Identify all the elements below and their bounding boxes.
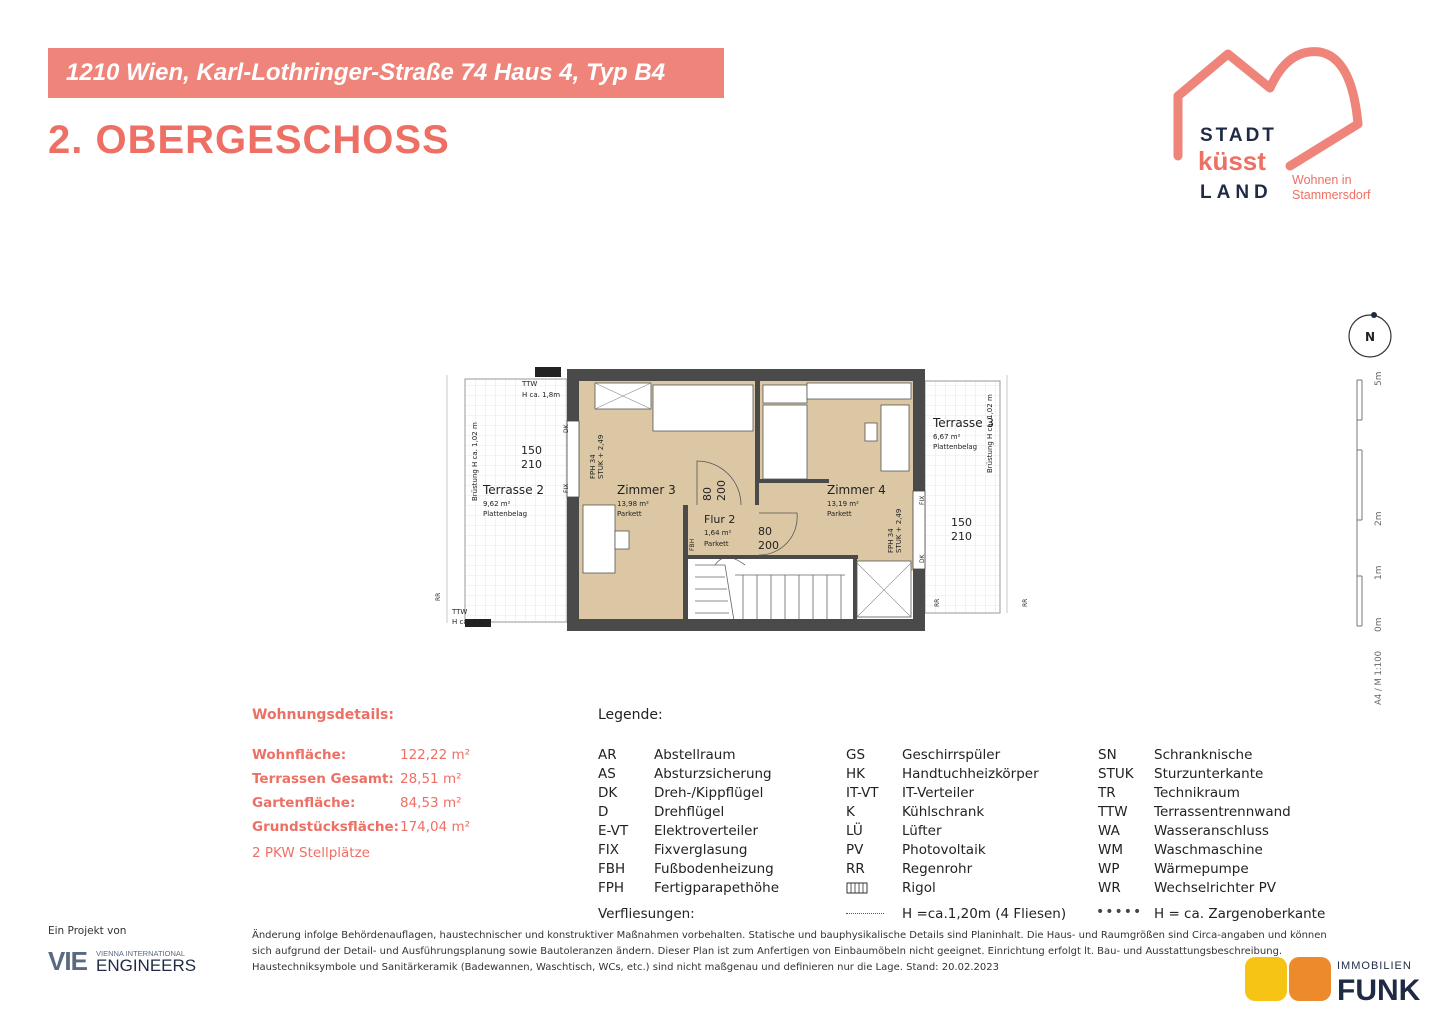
zimmer-3-name: Zimmer 3 xyxy=(617,483,676,497)
legend-text: Regenrohr xyxy=(902,861,973,877)
ttw-top-label: TTW xyxy=(522,380,538,388)
window-left-width: 150 xyxy=(521,444,542,457)
fph-left-label: FPH 34 xyxy=(589,454,597,479)
legend-text: Wechselrichter PV xyxy=(1154,880,1277,896)
rr-right-label: RR xyxy=(1022,598,1029,607)
legend-abbr: FIX xyxy=(598,842,619,858)
legend-text: Drehflügel xyxy=(654,804,725,820)
tiles-dots-icon: ••••• xyxy=(1096,904,1143,920)
scale-label-0m: 0m xyxy=(1374,617,1384,632)
compass-north-label: N xyxy=(1364,330,1376,344)
tiles-label: Verfliesungen: xyxy=(598,906,695,922)
door-z3-width: 80 xyxy=(701,487,714,501)
legend-abbr: E-VT xyxy=(598,823,629,839)
fix-left-label: FIX xyxy=(563,483,570,493)
door-z3-height: 200 xyxy=(715,480,728,501)
tiles-dotted-line xyxy=(846,913,884,914)
window-right-width: 150 xyxy=(951,516,972,529)
terrasse-3-name: Terrasse 3 xyxy=(933,416,995,430)
detail-label-garten: Gartenfläche: xyxy=(252,795,356,811)
vie-small: VIENNA INTERNATIONAL xyxy=(96,949,186,958)
terrasse-2-floor: Plattenbelag xyxy=(483,510,528,518)
zimmer-4-floor: Parkett xyxy=(827,510,852,518)
legend-text: Elektroverteiler xyxy=(654,823,759,839)
floor-plan xyxy=(425,365,1035,635)
flur-2-floor: Parkett xyxy=(704,540,729,548)
legend-text: Kühlschrank xyxy=(902,804,985,820)
legend-text: Terrassentrennwand xyxy=(1154,804,1291,820)
logo-tag2: Stammersdorf xyxy=(1292,188,1371,202)
legend-abbr: WP xyxy=(1098,861,1120,877)
ttw-top-height: H ca. 1,8m xyxy=(522,391,561,399)
fix-right-label: FIX xyxy=(919,495,926,505)
zimmer-3-floor: Parkett xyxy=(617,510,642,518)
scale-label-5m: 5m xyxy=(1374,371,1384,386)
detail-value-grundstueck: 174,04 m² xyxy=(400,819,471,835)
legend-text: Sturzunterkante xyxy=(1154,766,1264,782)
detail-value-terrassen: 28,51 m² xyxy=(400,771,462,787)
window-left-height: 210 xyxy=(521,458,542,471)
dk-right-label: DK xyxy=(919,554,926,563)
detail-value-garten: 84,53 m² xyxy=(400,795,462,811)
north-compass-scale xyxy=(1345,300,1405,720)
legend-abbr: TR xyxy=(1098,785,1116,801)
bruestung-right-label: Brüstung H ca. 1,02 m xyxy=(986,394,994,473)
legend-abbr: IT-VT xyxy=(846,785,879,801)
legend-text: Fertigparapethöhe xyxy=(654,880,780,896)
legend-abbr: AR xyxy=(598,747,617,763)
window-right-height: 210 xyxy=(951,530,972,543)
legend-text: Wasseranschluss xyxy=(1154,823,1269,839)
bruestung-left-label: Brüstung H ca. 1,02 m xyxy=(471,422,479,501)
legend-abbr: FBH xyxy=(598,861,626,877)
vie-big: ENGINEERS xyxy=(96,956,197,974)
legend-abbr: WR xyxy=(1098,880,1121,896)
fbh-label: FBH xyxy=(689,538,696,551)
detail-parking: 2 PKW Stellplätze xyxy=(252,845,370,861)
legend-abbr: PV xyxy=(846,842,864,858)
legend-text: IT-Verteiler xyxy=(902,785,975,801)
scale-label-1m: 1m xyxy=(1374,565,1384,580)
stadt-kuesst-land-logo xyxy=(1170,44,1400,214)
legend-text: Technikraum xyxy=(1154,785,1240,801)
tiles-text-1: H =ca.1,20m (4 Fliesen) xyxy=(902,906,1067,922)
legend-abbr: SN xyxy=(1098,747,1117,763)
ttw-bottom-height: H ca. 1,8m xyxy=(452,618,491,626)
flur-2-name: Flur 2 xyxy=(704,513,736,526)
legend-text: Waschmaschine xyxy=(1154,842,1263,858)
flur-2-area: 1,64 m² xyxy=(704,529,732,537)
floor-title: 2. OBERGESCHOSS xyxy=(48,118,450,162)
legend-abbr: GS xyxy=(846,747,866,763)
legend-abbr: K xyxy=(846,804,855,820)
logo-tag1: Wohnen in xyxy=(1292,173,1352,187)
detail-label-wohnflaeche: Wohnfläche: xyxy=(252,747,347,763)
legend-text: Fußbodenheizung xyxy=(654,861,774,877)
detail-label-grundstueck: Grundstücksfläche: xyxy=(252,819,400,835)
funk-big: FUNK xyxy=(1337,974,1421,1005)
legend-text: Schranknische xyxy=(1154,747,1253,763)
legend-text: Wärmepumpe xyxy=(1154,861,1249,877)
disclaimer: Änderung infolge Behördenauflagen, haustechnischer und konstruktiver Maßnahmen vorbehalten. Statische und bauphysikalische Details sind Planinhalt. Die Haus- und Raumgrößen sind Circa-angaben und können sich aufgrund der Detail- und Ausführungsplanung sowie Bautoleranzen ändern. Dieser Plan ist zum Anfertigen von Einbaumöbeln nicht geeignet. Einrichtung erfolgt lt. Bau- und Ausstattungsbeschreibung. Haustechniksymbole und Sanitärkeramik (Badewannen, Waschtisch, WCs, etc.) sind nicht maßgenau und definieren nur die Lage. Stand: 20.02.2023 xyxy=(252,930,1327,973)
tiles-text-2: H = ca. Zargenoberkante xyxy=(1154,906,1326,922)
detail-value-wohnflaeche: 122,22 m² xyxy=(400,747,471,763)
details-title: Wohnungsdetails: xyxy=(252,707,394,723)
logo-line3: LAND xyxy=(1200,182,1273,203)
door-flur-width: 80 xyxy=(758,525,772,538)
legend-abbr: HK xyxy=(846,766,866,782)
vie-mark: VIE xyxy=(48,946,87,974)
legend-abbr: WA xyxy=(1098,823,1120,839)
terrasse-3-area: 6,67 m² xyxy=(933,433,961,441)
legend-abbr: AS xyxy=(598,766,616,782)
legend-text: Handtuchheizkörper xyxy=(902,766,1039,782)
vie-logo xyxy=(48,944,208,974)
legend-abbr: WM xyxy=(1098,842,1123,858)
zimmer-4-area: 13,19 m² xyxy=(827,500,859,508)
legend-abbr: D xyxy=(598,804,609,820)
legend-abbr: TTW xyxy=(1098,804,1128,820)
legend-title: Legende: xyxy=(598,707,663,723)
terrace-2-area xyxy=(465,379,567,622)
address-banner: 1210 Wien, Karl-Lothringer-Straße 74 Haus 4, Typ B4 xyxy=(48,48,724,98)
rigol-icon xyxy=(846,882,868,894)
legend-abbr: LÜ xyxy=(846,823,863,839)
legend-text: Photovoltaik xyxy=(902,842,986,858)
ttw-bottom-label: TTW xyxy=(452,608,468,616)
zimmer-3-area: 13,98 m² xyxy=(617,500,649,508)
dk-left-label: DK xyxy=(563,424,570,433)
legend-abbr: RR xyxy=(846,861,865,877)
projekt-label: Ein Projekt von xyxy=(48,925,127,937)
immobilien-funk-logo xyxy=(1245,955,1425,1005)
logo-line2: küsst xyxy=(1198,146,1266,176)
detail-label-terrassen: Terrassen Gesamt: xyxy=(252,771,394,787)
legend-text: Absturzsicherung xyxy=(654,766,772,782)
legend-text: Geschirrspüler xyxy=(902,747,1001,763)
legend-abbr: FPH xyxy=(598,880,625,896)
zimmer-4-name: Zimmer 4 xyxy=(827,483,886,497)
terrasse-2-area: 9,62 m² xyxy=(483,500,511,508)
scale-note: A4 / M 1:100 xyxy=(1374,650,1384,705)
scale-label-2m: 2m xyxy=(1374,511,1384,526)
legend-text: Lüfter xyxy=(902,823,942,839)
terrasse-3-floor: Plattenbelag xyxy=(933,443,978,451)
staircase xyxy=(687,559,857,627)
legend-abbr: DK xyxy=(598,785,618,801)
terrasse-2-name: Terrasse 2 xyxy=(483,483,545,497)
legend-text: Rigol xyxy=(902,880,936,896)
logo-line1: STADT xyxy=(1200,125,1277,146)
rr-mid-label: RR xyxy=(934,598,941,607)
stuk-left-label: STUK + 2,49 xyxy=(597,434,605,479)
legend-text: Fixverglasung xyxy=(654,842,748,858)
legend-text: Dreh-/Kippflügel xyxy=(654,785,764,801)
legend-abbr: STUK xyxy=(1098,766,1134,782)
door-flur-height: 200 xyxy=(758,539,779,552)
funk-small: IMMOBILIEN xyxy=(1337,960,1412,972)
fph-right-label: FPH 34 xyxy=(887,528,895,553)
stuk-right-label: STUK + 2,49 xyxy=(895,508,903,553)
legend-text: Abstellraum xyxy=(654,747,736,763)
rr-left-label: RR xyxy=(435,592,442,601)
